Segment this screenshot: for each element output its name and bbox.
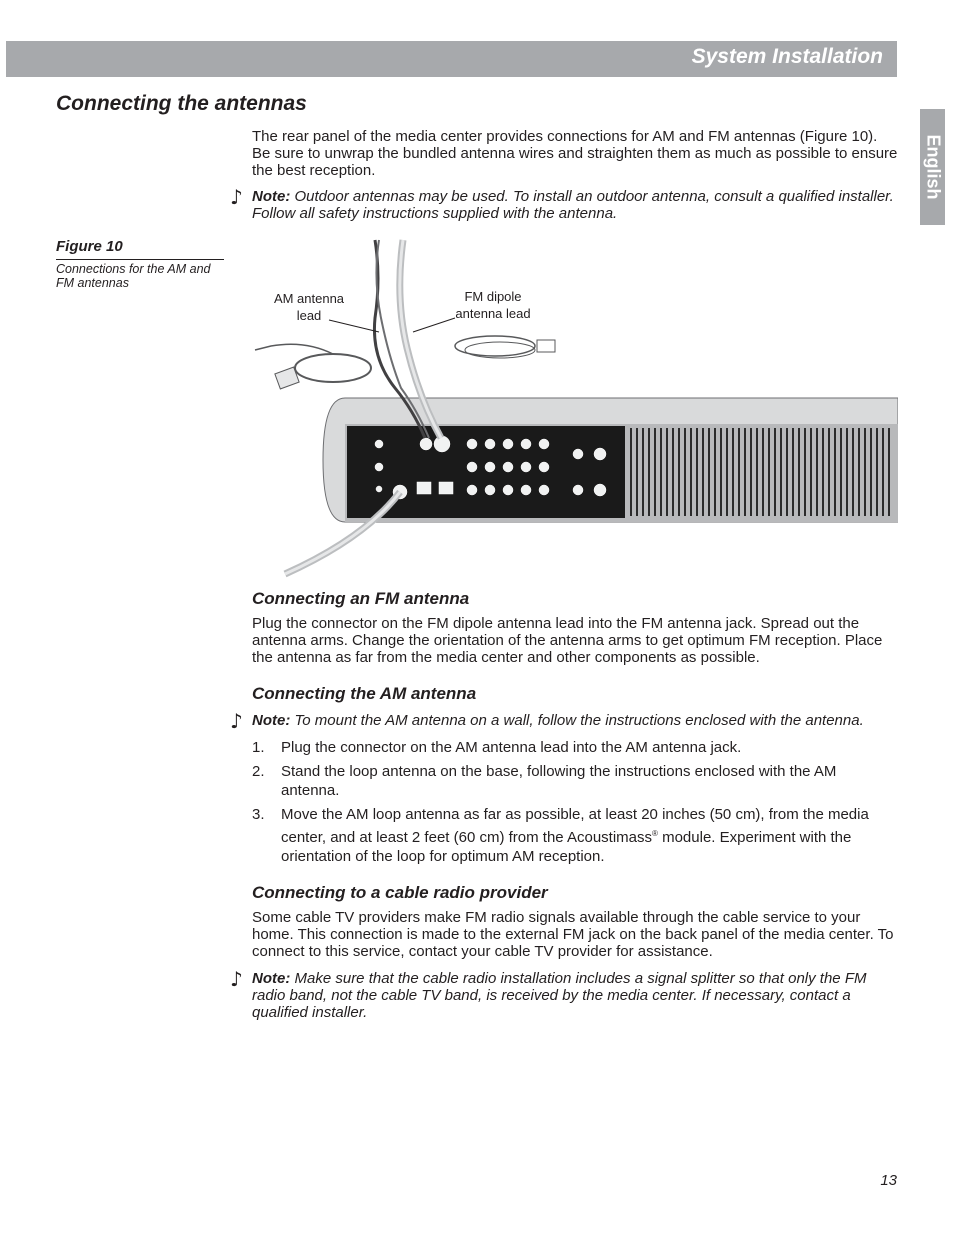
callout-am-line2: lead bbox=[296, 308, 322, 323]
callout-fm-antenna bbox=[443, 288, 543, 322]
list-item bbox=[252, 738, 898, 757]
step-text bbox=[281, 806, 869, 865]
callout-fm-line1: FM dipole bbox=[464, 289, 522, 304]
language-tab-label: English bbox=[923, 134, 943, 200]
step-number: 3. bbox=[252, 806, 265, 823]
am-steps-list bbox=[252, 738, 898, 871]
callout-am-antenna bbox=[259, 290, 359, 324]
section-title: Connecting the antennas bbox=[56, 92, 307, 115]
step-text-before: Move the AM loop antenna as far as possible, at least 20 inches (50 cm), from the media center, and at least 2 feet (60 cm) from the Acoustimass bbox=[281, 806, 869, 846]
note-text: Outdoor antennas may be used. To install an outdoor antenna, consult a qualified installer. Follow all safety instructions supplied with the antenna. bbox=[252, 188, 894, 222]
list-item bbox=[252, 805, 898, 866]
note-cable-splitter bbox=[252, 970, 898, 1021]
note-text: Make sure that the cable radio installation includes a signal splitter so that only the FM radio band, not the cable TV band, is received by the media center. If necessary, contact a qualified installer. bbox=[252, 970, 867, 1021]
figure-rule bbox=[56, 259, 224, 260]
registered-mark: ® bbox=[652, 829, 658, 838]
music-note-icon: ♪ bbox=[230, 709, 243, 733]
list-item bbox=[252, 762, 898, 800]
step-text: Stand the loop antenna on the base, following the instructions enclosed with the AM antenna. bbox=[281, 763, 837, 799]
antenna-illustration bbox=[245, 238, 898, 578]
step-text: Plug the connector on the AM antenna lead into the AM antenna jack. bbox=[281, 739, 742, 756]
note-label: Note: bbox=[252, 712, 291, 729]
fm-section-title: Connecting an FM antenna bbox=[252, 589, 470, 608]
note-label: Note: bbox=[252, 188, 291, 205]
cable-section-title: Connecting to a cable radio provider bbox=[252, 883, 548, 902]
note-outdoor-antennas bbox=[252, 188, 898, 222]
music-note-icon: ♪ bbox=[230, 967, 243, 991]
intro-paragraph: The rear panel of the media center provides connections for AM and FM antennas (Figure 10). Be sure to unwrap the bundled antenna wires and straighten them as much as possible to ensure the best reception. bbox=[252, 128, 898, 179]
page-number: 13 bbox=[880, 1172, 897, 1189]
step-text-after: module. Experiment with the orientation of the loop for optimum AM reception. bbox=[281, 829, 852, 865]
antenna-connection-figure bbox=[245, 238, 898, 578]
header-title: System Installation bbox=[691, 45, 883, 68]
figure-caption: Connections for the AM and FM antennas bbox=[56, 262, 211, 290]
note-label: Note: bbox=[252, 970, 291, 987]
callout-am-line1: AM antenna bbox=[273, 291, 345, 306]
callout-fm-line2: antenna lead bbox=[455, 306, 531, 321]
step-number: 2. bbox=[252, 763, 265, 780]
header-bar bbox=[6, 41, 897, 77]
language-tab[interactable] bbox=[920, 109, 945, 225]
music-note-icon: ♪ bbox=[230, 185, 243, 209]
note-am-wall-mount bbox=[252, 712, 898, 729]
figure-label: Figure 10 bbox=[56, 238, 123, 255]
step-number: 1. bbox=[252, 739, 265, 756]
cable-body: Some cable TV providers make FM radio signals available through the cable service to your home. This connection is made to the external FM jack on the back panel of the media center. To connect to this service, contact your cable TV provider for assistance. bbox=[252, 909, 894, 960]
am-section-title: Connecting the AM antenna bbox=[252, 684, 477, 703]
note-text: To mount the AM antenna on a wall, follow the instructions enclosed with the antenna. bbox=[294, 712, 864, 729]
fm-body: Plug the connector on the FM dipole antenna lead into the FM antenna jack. Spread out the antenna arms. Change the orientation of the antenna arms to get optimum FM reception. Place the antenna as far from the media center and other components as possible. bbox=[252, 615, 883, 666]
